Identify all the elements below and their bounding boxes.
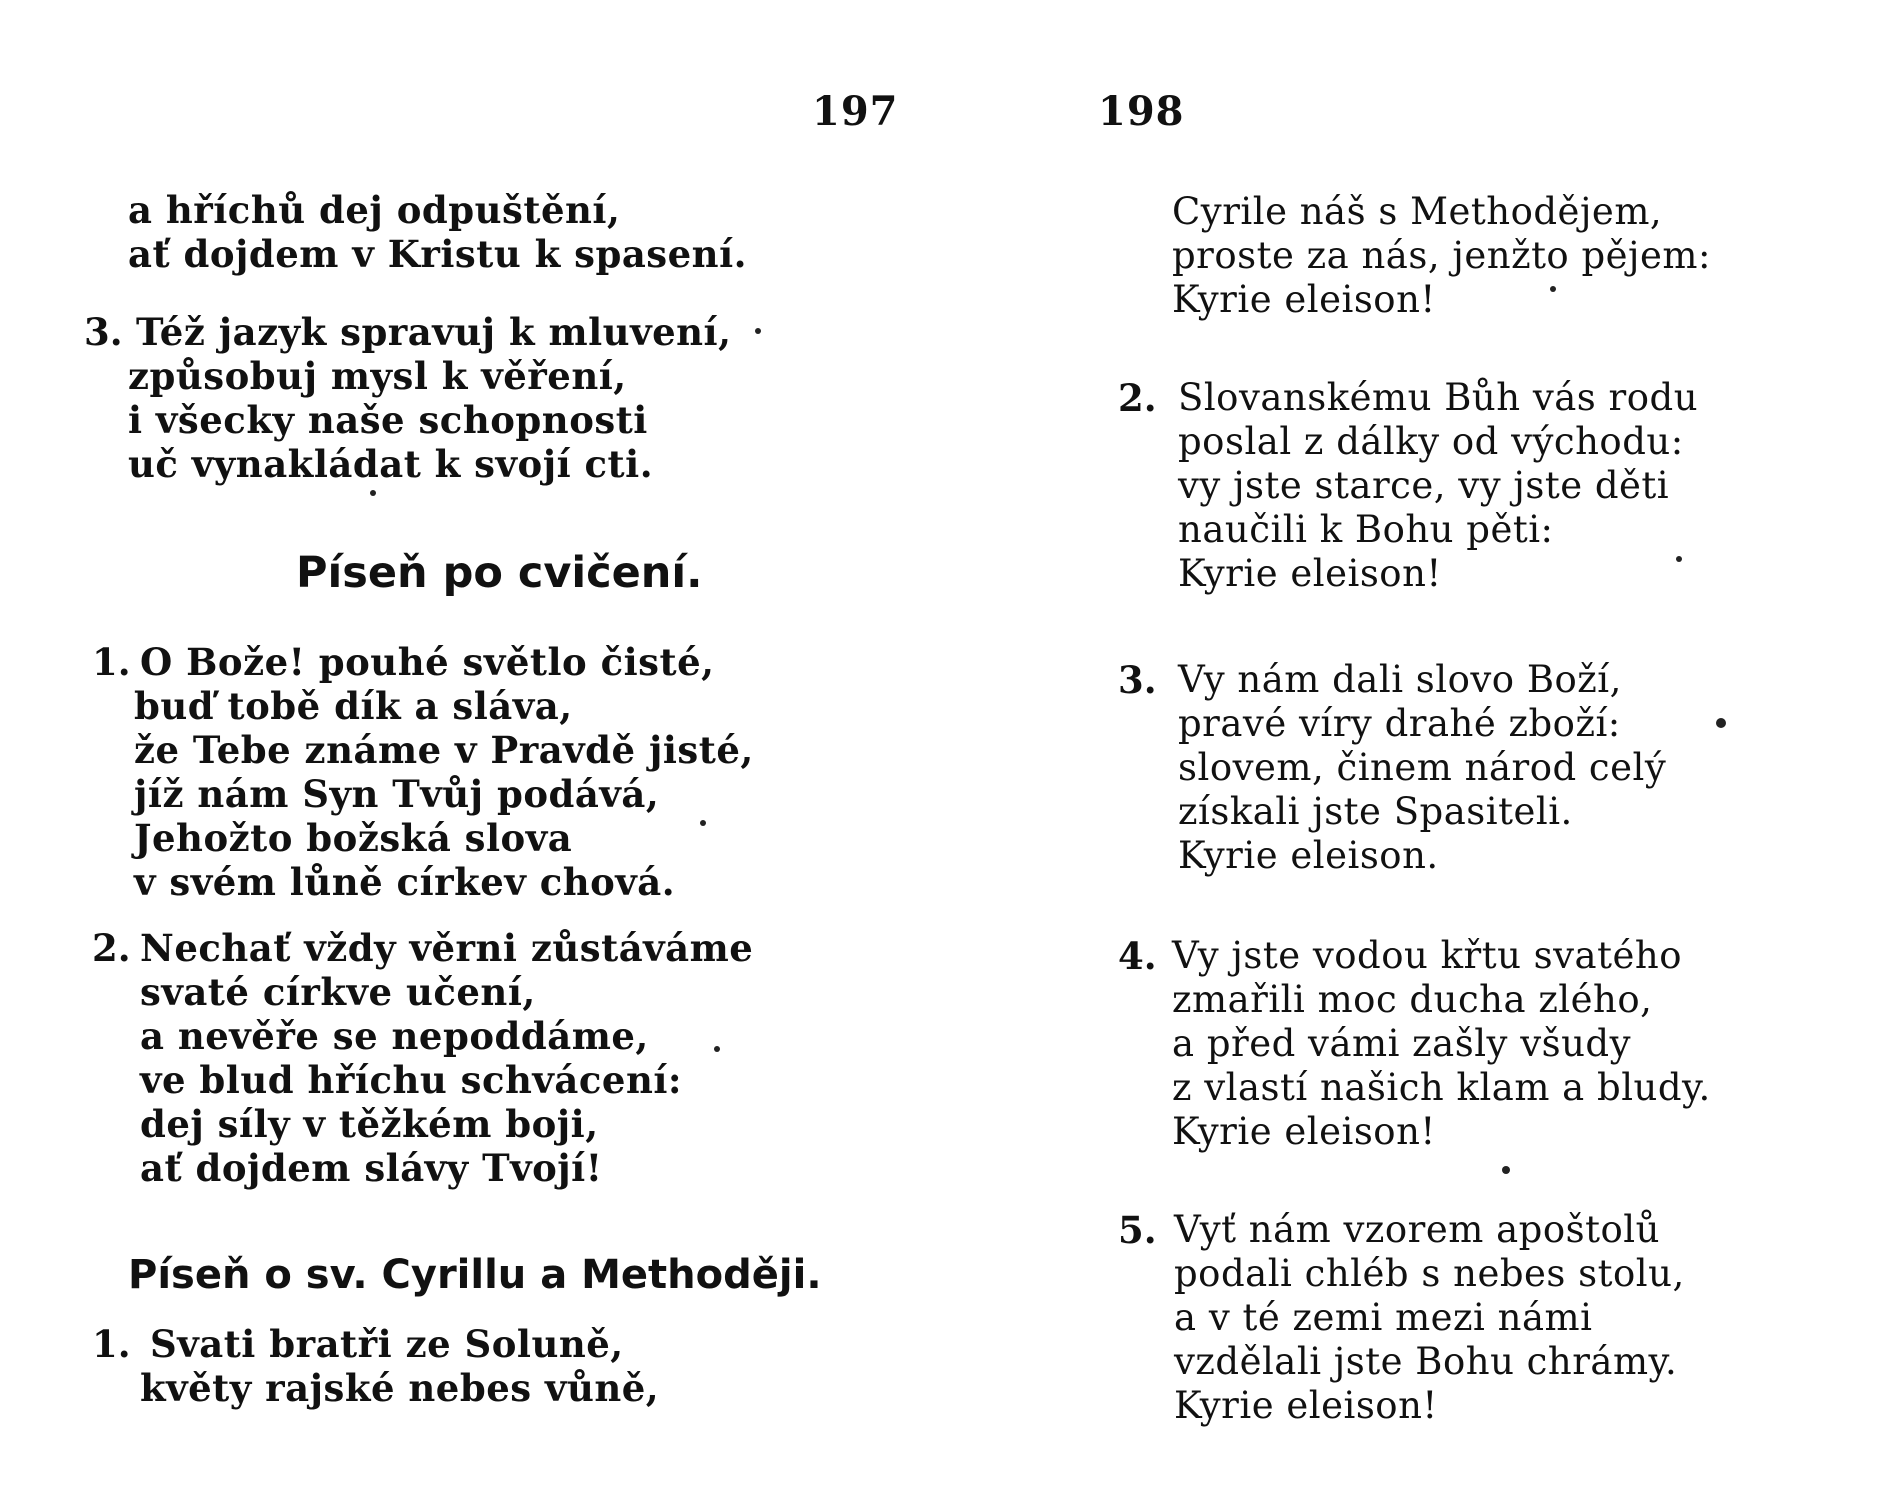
verse-line: Svati bratři ze Soluně,	[150, 1322, 624, 1366]
verse-line: ve blud hříchu schvácení:	[140, 1058, 683, 1102]
verse-line: květy rajské nebes vůně,	[140, 1366, 660, 1410]
verse-line: uč vynakládat k svojí cti.	[128, 442, 654, 486]
stanza-number: 1.	[92, 640, 131, 684]
ink-speck	[370, 490, 376, 496]
ink-speck	[1550, 286, 1556, 292]
verse-line: ať dojdem v Kristu k spasení.	[128, 232, 748, 276]
verse-line: Cyrile náš s Methodějem,	[1172, 190, 1663, 233]
song-title: Píseň po cvičení.	[296, 548, 703, 598]
ink-speck	[1716, 718, 1726, 728]
ink-speck	[1676, 556, 1682, 562]
right-page	[946, 0, 1892, 1500]
verse-line: Vy jste vodou křtu svatého	[1172, 934, 1682, 977]
verse-line: Kyrie eleison!	[1172, 278, 1436, 321]
song-title: Píseň o sv. Cyrillu a Methoději.	[128, 1252, 822, 1298]
verse-line: v svém lůně církev chová.	[134, 860, 676, 904]
verse-line: naučili k Bohu pěti:	[1178, 508, 1554, 551]
verse-line: Kyrie eleison!	[1174, 1384, 1438, 1427]
stanza-number: 3.	[84, 310, 123, 354]
verse-line: Též jazyk spravuj k mluvení,	[136, 310, 732, 354]
verse-line: poslal z dálky od východu:	[1178, 420, 1684, 463]
verse-line: a před vámi zašly všudy	[1172, 1022, 1632, 1065]
verse-line: Jehožto božská slova	[134, 816, 573, 860]
verse-line: a v té zemi mezi námi	[1174, 1296, 1593, 1339]
ink-speck	[700, 820, 706, 826]
verse-line: pravé víry drahé zboží:	[1178, 702, 1621, 745]
verse-line: ať dojdem slávy Tvojí!	[140, 1146, 603, 1190]
verse-line: podali chléb s nebes stolu,	[1174, 1252, 1685, 1295]
stanza-number: 1.	[92, 1322, 131, 1366]
verse-line: vzdělali jste Bohu chrámy.	[1174, 1340, 1678, 1383]
verse-line: slovem, činem národ celý	[1178, 746, 1667, 789]
page-number-right: 198	[1098, 88, 1185, 135]
verse-line: i všecky naše schopnosti	[128, 398, 648, 442]
verse-line: a nevěře se nepoddáme,	[140, 1014, 649, 1058]
verse-line: Vyť nám vzorem apoštolů	[1174, 1208, 1660, 1251]
verse-line: Kyrie eleison!	[1178, 552, 1442, 595]
verse-line: vy jste starce, vy jste děti	[1178, 464, 1670, 507]
verse-line: způsobuj mysl k věření,	[128, 354, 627, 398]
verse-line: Slovanskému Bůh vás rodu	[1178, 376, 1699, 419]
verse-line: proste za nás, jenžto pějem:	[1172, 234, 1711, 277]
verse-line: svaté církve učení,	[140, 970, 536, 1014]
verse-line: Kyrie eleison.	[1178, 834, 1439, 877]
verse-line: že Tebe známe v Pravdě jisté,	[134, 728, 754, 772]
verse-line: Kyrie eleison!	[1172, 1110, 1436, 1153]
page-number-left: 197	[812, 88, 899, 135]
verse-line: a hříchů dej odpuštění,	[128, 188, 621, 232]
verse-line: Nechať vždy věrni zůstáváme	[140, 926, 754, 970]
stanza-number: 3.	[1118, 658, 1157, 702]
stanza-number: 2.	[92, 926, 131, 970]
stanza-number: 5.	[1118, 1208, 1157, 1252]
verse-line: O Bože! pouhé světlo čisté,	[140, 640, 715, 684]
ink-speck	[1502, 1166, 1510, 1174]
ink-speck	[755, 328, 761, 334]
verse-line: Vy nám dali slovo Boží,	[1178, 658, 1622, 701]
verse-line: z vlastí našich klam a bludy.	[1172, 1066, 1711, 1109]
verse-line: buď tobě dík a sláva,	[134, 684, 573, 728]
verse-line: jíž nám Syn Tvůj podává,	[134, 772, 660, 816]
verse-line: zmařili moc ducha zlého,	[1172, 978, 1653, 1021]
stanza-number: 2.	[1118, 376, 1157, 420]
verse-line: dej síly v těžkém boji,	[140, 1102, 599, 1146]
ink-speck	[714, 1046, 720, 1052]
stanza-number: 4.	[1118, 934, 1157, 978]
verse-line: získali jste Spasiteli.	[1178, 790, 1573, 833]
